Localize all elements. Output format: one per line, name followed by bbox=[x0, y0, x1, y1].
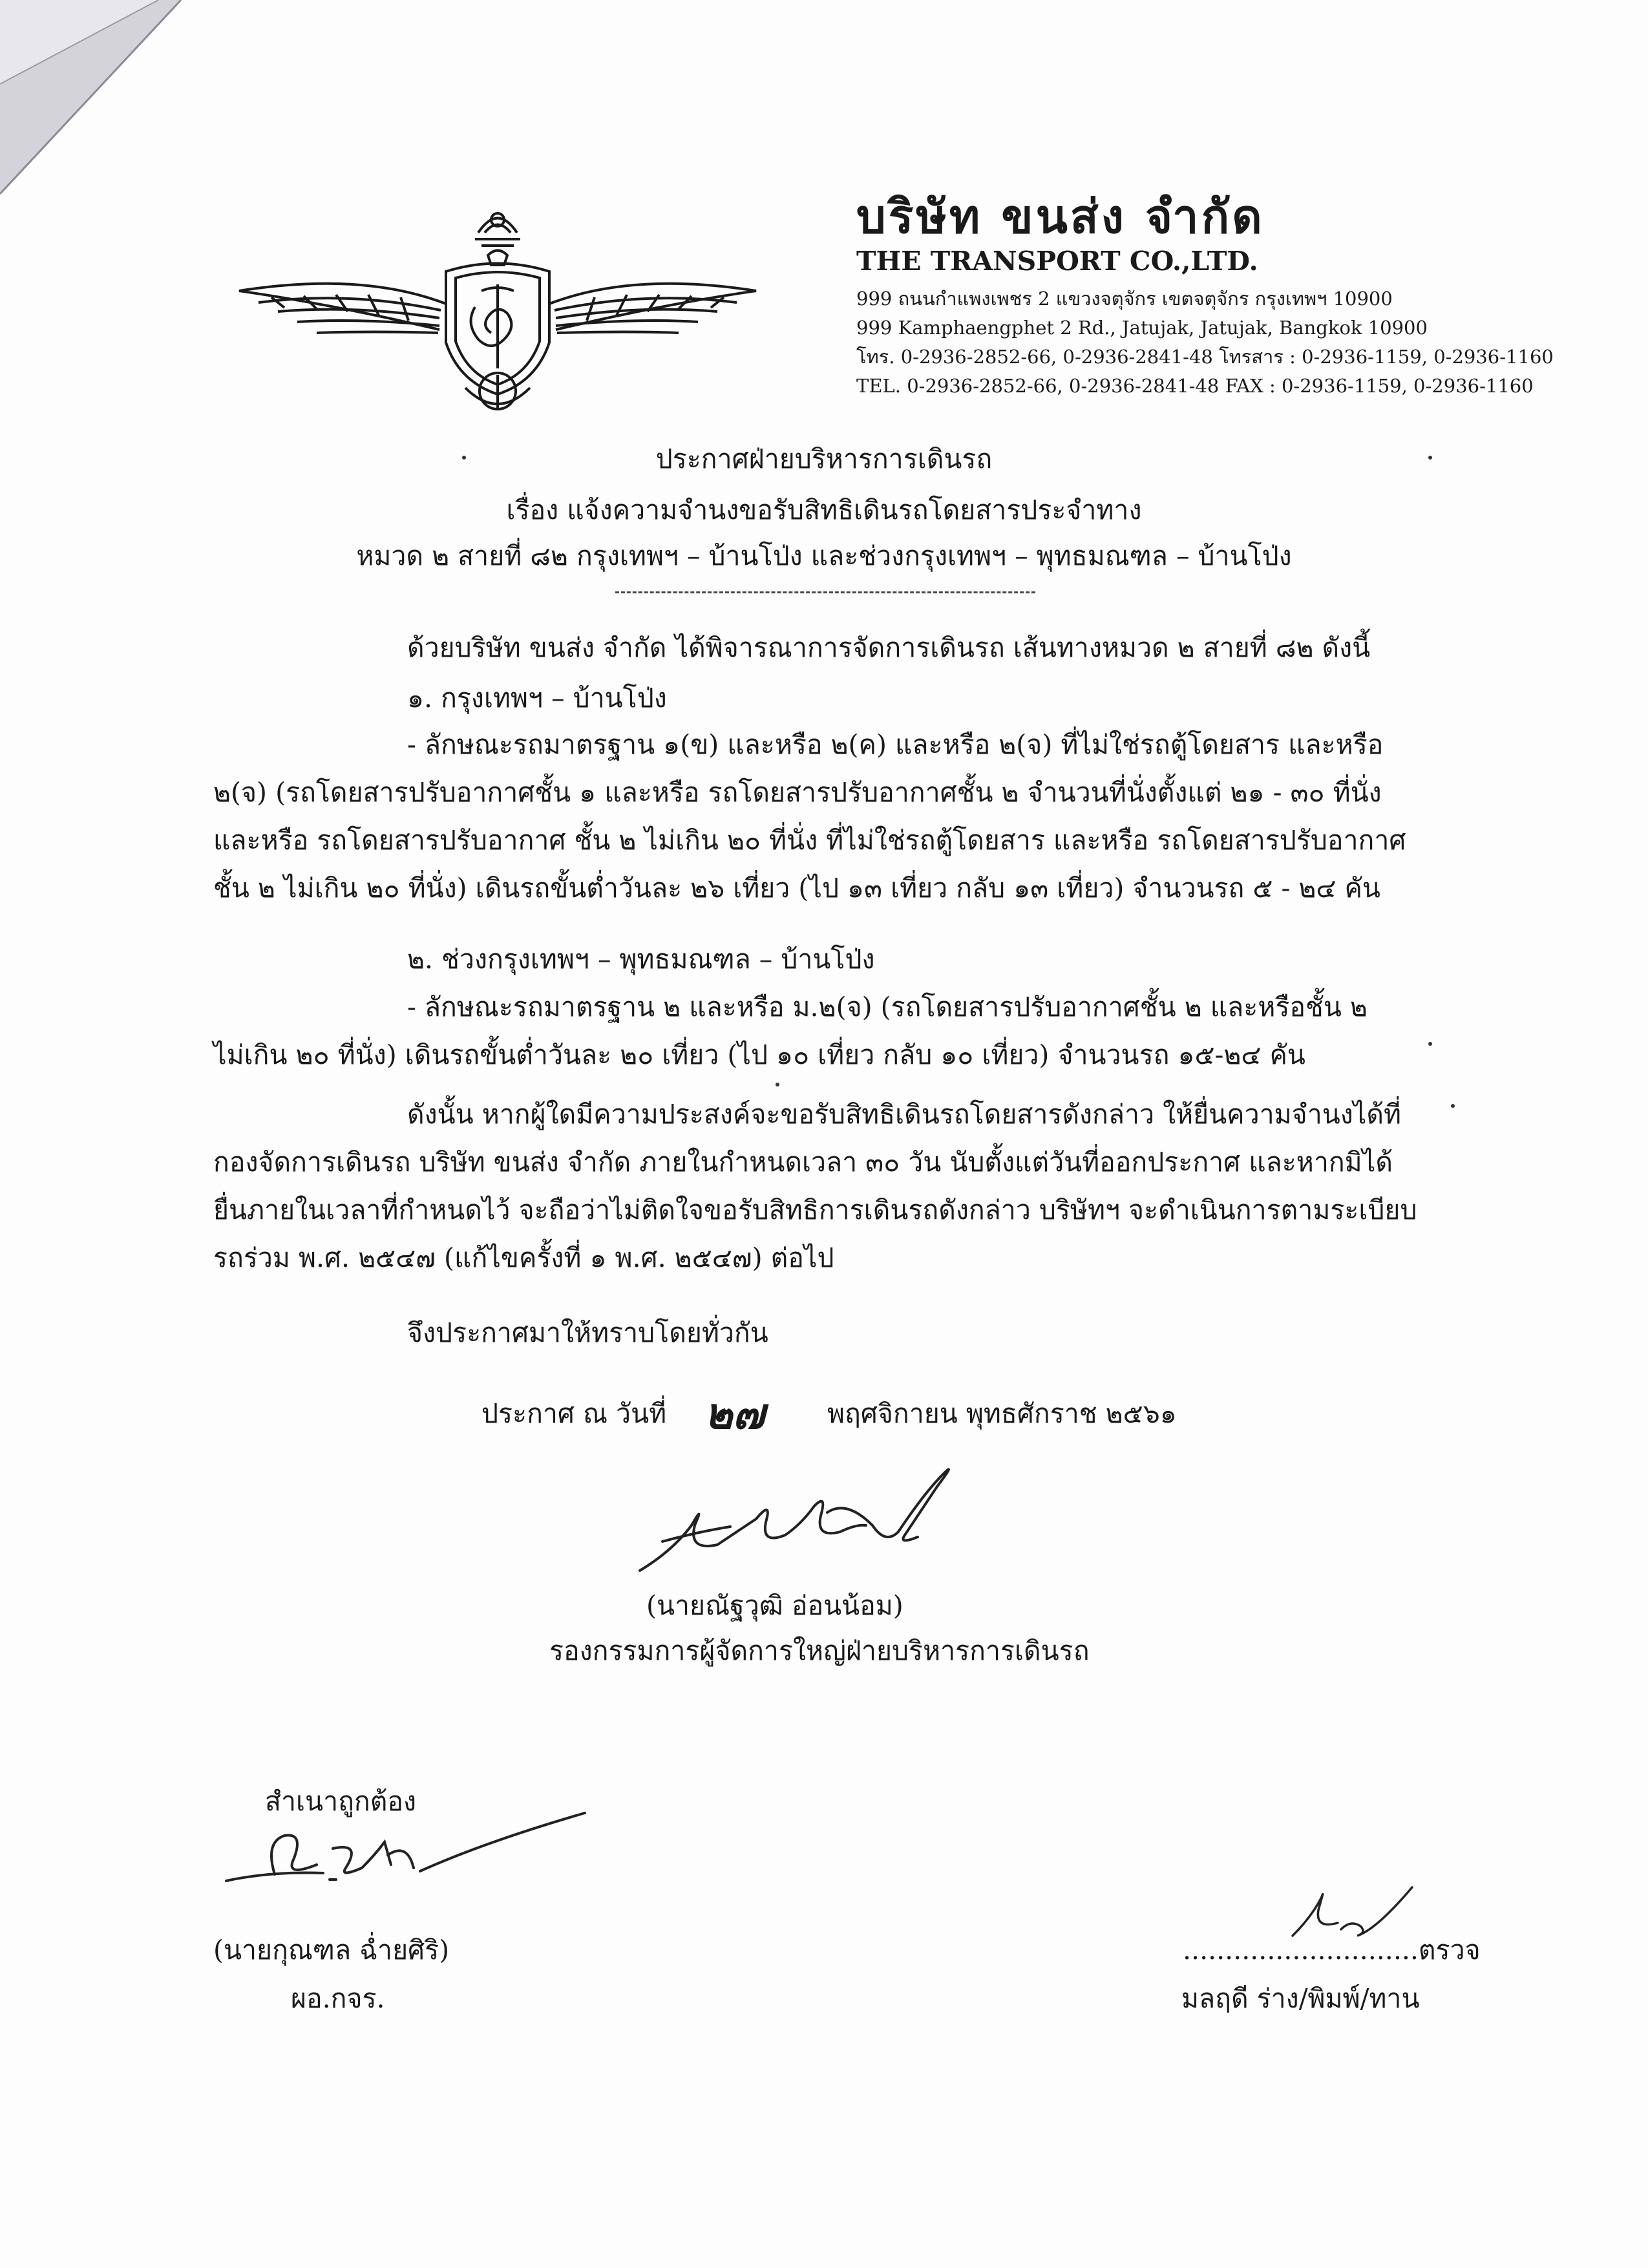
address-en: 999 Kamphaengphet 2 Rd., Jatujak, Jatujak, Bangkok 10900 bbox=[856, 317, 1428, 339]
section-1-line: และหรือ รถโดยสารปรับอากาศ ชั้น ๒ ไม่เกิน ๒๐ ที่นั่ง ที่ไม่ใช่รถตู้โดยสาร และหรือ รถโดยสารปรับอากาศ bbox=[213, 825, 1406, 856]
announcement-subject: เรื่อง แจ้งความจำนงขอรับสิทธิเดินรถโดยสารประจำทาง bbox=[506, 494, 1142, 525]
certifier-position: ผอ.กจร. bbox=[291, 1983, 385, 2014]
signatory-position: รองกรรมการผู้จัดการใหญ่ฝ่ายบริหารการเดินรถ bbox=[549, 1635, 1090, 1666]
paragraph-3-line: ยื่นภายในเวลาที่กำหนดไว้ จะถือว่าไม่ติดใจขอรับสิทธิการเดินรถดังกล่าว บริษัทฯ จะดำเนินการตามระเบียบ bbox=[213, 1194, 1417, 1225]
winged-emblem-icon bbox=[233, 194, 763, 427]
paragraph-3-line: รถร่วม พ.ศ. ๒๕๔๗ (แก้ไขครั้งที่ ๑ พ.ศ. ๒๕๔๗) ต่อไป bbox=[213, 1242, 834, 1273]
certifier-signature bbox=[213, 1803, 601, 1900]
date-prefix: ประกาศ ณ วันที่ bbox=[481, 1398, 667, 1429]
date-month-year: พฤศจิกายน พุทธศักราช ๒๕๖๑ bbox=[827, 1398, 1177, 1429]
certified-copy-label: สำเนาถูกต้อง bbox=[265, 1786, 417, 1817]
section-1-line: ๒(จ) (รถโดยสารปรับอากาศชั้น ๑ และหรือ รถโดยสารปรับอากาศชั้น ๒ จำนวนที่นั่งตั้งแต่ ๒๑ - ๓๐ ที่นั่ง bbox=[213, 777, 1382, 808]
scan-speck bbox=[1428, 1042, 1432, 1046]
paragraph-3-line: ดังนั้น หากผู้ใดมีความประสงค์จะขอรับสิทธิเดินรถโดยสารดังกล่าว ให้ยื่นความจำนงได้ที่ bbox=[407, 1099, 1402, 1130]
section-1-title: ๑. กรุงเทพฯ – บ้านโป่ง bbox=[407, 683, 667, 714]
paragraph-3-line: กองจัดการเดินรถ บริษัท ขนส่ง จำกัด ภายในกำหนดเวลา ๓๐ วัน นับตั้งแต่วันที่ออกประกาศ และหากมิได้ bbox=[213, 1147, 1393, 1178]
scan-speck bbox=[776, 1083, 779, 1086]
scan-speck bbox=[462, 456, 466, 460]
closing-line: จึงประกาศมาให้ทราบโดยทั่วกัน bbox=[407, 1317, 768, 1348]
address-th: 999 ถนนกำแพงเพชร 2 แขวงจตุจักร เขตจตุจักร กรุงเทพฯ 10900 bbox=[856, 288, 1393, 310]
section-1-line: - ลักษณะรถมาตรฐาน ๑(ข) และหรือ ๒(ค) และหรือ ๒(จ) ที่ไม่ใช่รถตู้โดยสาร และหรือ bbox=[407, 729, 1384, 760]
folded-corner bbox=[0, 0, 194, 207]
letterhead-address bbox=[856, 284, 1554, 401]
heading-divider bbox=[615, 591, 1035, 593]
announcement-route: หมวด ๒ สายที่ ๘๒ กรุงเทพฯ – บ้านโป่ง และช่วงกรุงเทพฯ – พุทธมณฑล – บ้านโป่ง bbox=[356, 540, 1292, 571]
company-name-en: THE TRANSPORT CO.,LTD. bbox=[856, 246, 1258, 277]
section-1-line: ชั้น ๒ ไม่เกิน ๒๐ ที่นั่ง) เดินรถขั้นต่ำวันละ ๒๖ เที่ยว (ไป ๑๓ เที่ยว กลับ ๑๓ เที่ยว) จำนวนรถ ๕ - ๒๔ คัน bbox=[213, 873, 1380, 904]
scan-speck bbox=[1428, 456, 1432, 460]
typist-line: มลฤดี ร่าง/พิมพ์/ทาน bbox=[1181, 1983, 1420, 2014]
director-signature bbox=[633, 1454, 969, 1590]
intro-paragraph: ด้วยบริษัท ขนส่ง จำกัด ได้พิจารณาการจัดการเดินรถ เส้นทางหมวด ๒ สายที่ ๘๒ ดังนี้ bbox=[407, 632, 1371, 663]
section-2-line: - ลักษณะรถมาตรฐาน ๒ และหรือ ม.๒(จ) (รถโดยสารปรับอากาศชั้น ๒ และหรือชั้น ๒ bbox=[407, 991, 1368, 1023]
phone-th: โทร. 0-2936-2852-66, 0-2936-2841-48 โทรสาร : 0-2936-1159, 0-2936-1160 bbox=[856, 346, 1554, 368]
company-name-th: บริษัท ขนส่ง จำกัด bbox=[856, 189, 1265, 244]
signatory-name: (นายณัฐวุฒิ อ่อนน้อม) bbox=[646, 1590, 903, 1621]
date-day-handwritten: ๒๗ bbox=[704, 1389, 765, 1439]
section-2-title: ๒. ช่วงกรุงเทพฯ – พุทธมณฑล – บ้านโป่ง bbox=[407, 944, 875, 975]
certifier-name: (นายกุณฑล ฉ่ำยศิริ) bbox=[213, 1934, 450, 1966]
checker-initials bbox=[1286, 1884, 1415, 1942]
letterhead-company bbox=[856, 191, 1265, 277]
announcement-title: ประกาศฝ่ายบริหารการเดินรถ bbox=[655, 443, 993, 474]
check-label: ............................ตรวจ bbox=[1183, 1934, 1481, 1966]
scan-speck bbox=[1451, 1104, 1455, 1108]
section-2-line: ไม่เกิน ๒๐ ที่นั่ง) เดินรถขั้นต่ำวันละ ๒๐ เที่ยว (ไป ๑๐ เที่ยว กลับ ๑๐ เที่ยว) จำนวนรถ ๑๕-๒๔ คัน bbox=[213, 1039, 1305, 1070]
phone-en: TEL. 0-2936-2852-66, 0-2936-2841-48 FAX : 0-2936-1159, 0-2936-1160 bbox=[856, 375, 1534, 397]
